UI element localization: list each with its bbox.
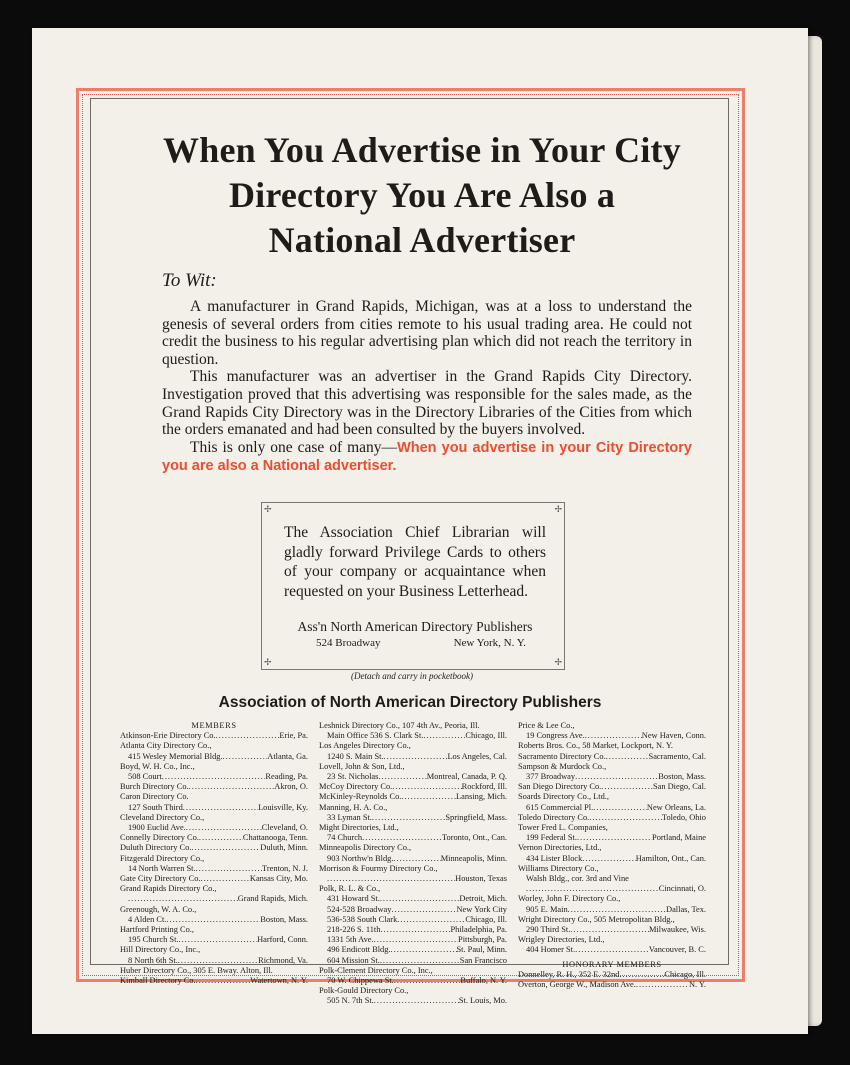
leader-dots <box>391 905 456 915</box>
member-entry: Roberts Bros. Co., 58 Market, Lockport, N. Y. <box>518 741 673 751</box>
member-city: Boston, Mass. <box>260 914 308 924</box>
member-entry <box>120 915 308 925</box>
leader-dots <box>178 956 258 966</box>
member-city: Chicago, Ill. <box>664 969 706 979</box>
member-name: Donnelley, R. H., 352 E. 32nd <box>518 969 620 979</box>
member-entry <box>319 956 507 966</box>
member-entry: Minneapolis Directory Co., <box>319 843 412 853</box>
member-name: 290 Third St. <box>526 925 571 935</box>
member-entry <box>518 970 706 980</box>
member-name: Toledo Directory Co. <box>518 812 590 822</box>
member-city: Milwaukee, Wis. <box>649 925 706 935</box>
member-city: Atlanta, Ga. <box>267 751 308 761</box>
leader-dots <box>380 956 460 966</box>
member-entry <box>120 803 308 813</box>
leader-dots <box>372 813 445 823</box>
leader-dots <box>166 915 260 925</box>
member-entry <box>518 813 706 823</box>
member-entry <box>319 935 507 945</box>
member-city: Vancouver, B. C. <box>648 945 706 955</box>
leader-dots <box>606 752 649 762</box>
leader-dots <box>568 905 666 915</box>
member-city: St. Louis, Mo. <box>458 996 507 1006</box>
member-city: Chattanooga, Tenn. <box>242 833 308 843</box>
member-name: Sacramento Directory Co. <box>518 751 606 761</box>
member-entry <box>319 792 507 802</box>
member-entry <box>120 833 308 843</box>
member-entry <box>120 772 308 782</box>
leader-dots <box>128 894 238 904</box>
member-name: 377 Broadway <box>526 772 576 782</box>
member-entry <box>319 976 507 986</box>
member-entry: Polk, R. L. & Co., <box>319 884 381 894</box>
member-name: 524-528 Broadway <box>327 904 392 914</box>
leader-dots <box>601 782 653 792</box>
leader-dots <box>636 980 689 990</box>
member-name: 604 Mission St. <box>327 955 380 965</box>
member-entry: Manning, H. A. Co., <box>319 802 388 812</box>
member-entry: Morrison & Fourmy Directory Co., <box>319 863 438 873</box>
member-name: 19 Congress Ave. <box>526 731 585 741</box>
member-city: Lansing, Mich. <box>456 792 507 802</box>
detach-note: (Detach and carry in pocketbook) <box>351 671 473 681</box>
leader-dots <box>183 803 258 813</box>
leader-dots <box>178 935 257 945</box>
member-entry <box>319 731 507 741</box>
member-entry <box>319 772 507 782</box>
member-city: Richmond, Va. <box>258 955 308 965</box>
member-name: 74 Church <box>327 833 363 843</box>
member-name: 218-226 S. 11th <box>327 925 381 935</box>
card-address <box>316 637 526 649</box>
leader-dots <box>423 731 465 741</box>
member-name: Overton, George W., Madison Ave. <box>518 980 636 990</box>
corner-ornament-icon: ✢ <box>264 657 272 667</box>
member-name: 8 North 6th St. <box>128 955 178 965</box>
intro-body <box>162 298 692 476</box>
headline <box>92 128 752 263</box>
to-wit-label: To Wit: <box>162 270 217 291</box>
member-name: San Diego Directory Co. <box>518 782 602 792</box>
member-city: Boston, Mass. <box>658 772 706 782</box>
member-name: 127 South Third <box>128 802 183 812</box>
leader-dots <box>380 925 450 935</box>
paragraph-3-lead: This is only one case of many— <box>190 438 398 456</box>
member-entry <box>518 905 706 915</box>
member-city: Minneapolis, Minn. <box>440 853 507 863</box>
member-city: Louisville, Ky. <box>258 802 308 812</box>
leader-dots <box>362 833 442 843</box>
member-city: Trenton, N. J. <box>262 863 308 873</box>
member-entry <box>518 854 706 864</box>
members-column-3 <box>518 721 706 990</box>
member-name: Atkinson-Erie Directory Co. <box>120 731 216 741</box>
member-name: 615 Commercial Pl. <box>526 802 594 812</box>
member-name: Gate City Directory Co. <box>120 874 201 884</box>
member-city: Pittsburgh, Pa. <box>458 935 507 945</box>
member-city: Sacramento, Cal. <box>648 751 706 761</box>
leader-dots <box>526 884 659 894</box>
leader-dots <box>384 752 448 762</box>
member-city: Chicago, Ill. <box>465 914 507 924</box>
member-entry: Soards Directory Co., Ltd., <box>518 792 609 802</box>
member-city: Rockford, Ill. <box>461 782 507 792</box>
corner-ornament-icon: ✢ <box>554 504 562 514</box>
leader-dots <box>191 843 260 853</box>
leader-dots <box>397 915 465 925</box>
member-city: Harford, Conn. <box>257 935 308 945</box>
member-city: Toronto, Ont., Can. <box>441 833 507 843</box>
member-name: 505 N. 7th St. <box>327 996 374 1006</box>
leader-dots <box>196 976 251 986</box>
member-name: 4 Alden Ct. <box>128 914 167 924</box>
member-entry <box>120 864 308 874</box>
leader-dots <box>374 935 458 945</box>
member-entry <box>319 945 507 955</box>
leader-dots <box>200 874 249 884</box>
member-entry: Caron Directory Co. <box>120 792 189 802</box>
paragraph-3 <box>162 439 692 476</box>
member-entry <box>319 996 507 1006</box>
member-entry <box>319 854 507 864</box>
highlighted-slogan: When you advertise in your City Directory you are also a National advertiser. <box>162 439 692 475</box>
member-entry <box>518 772 706 782</box>
leader-dots <box>619 970 664 980</box>
headline-line-2: Directory You Are Also a <box>228 175 616 215</box>
leader-dots <box>392 782 461 792</box>
member-entry <box>319 925 507 935</box>
leader-dots <box>196 864 262 874</box>
member-city: St. Paul, Minn. <box>456 945 507 955</box>
association-title: Association of North American Directory Publishers <box>218 694 602 711</box>
member-entry <box>120 976 308 986</box>
member-name: Burch Directory Co. <box>120 782 189 792</box>
member-entry: Sampson & Murdock Co., <box>518 761 607 771</box>
member-entry <box>120 894 308 904</box>
member-city: New York City <box>456 904 507 914</box>
member-entry <box>518 782 706 792</box>
member-entry: Price & Lee Co., <box>518 721 575 730</box>
member-entry: Huber Directory Co., 305 E. Bway. Alton, Ill. <box>120 965 273 975</box>
members-heading: MEMBERS <box>191 721 237 730</box>
corner-ornament-icon: ✢ <box>554 657 562 667</box>
leader-dots <box>577 833 652 843</box>
member-entry <box>319 752 507 762</box>
leader-dots <box>391 945 457 955</box>
member-city: Cleveland, O. <box>261 823 308 833</box>
member-name: 23 St. Nicholas <box>327 772 379 782</box>
leader-dots <box>401 792 456 802</box>
leader-dots <box>393 854 440 864</box>
member-entry: Hill Directory Co., Inc., <box>120 945 201 955</box>
member-entry: Worley, John F. Directory Co., <box>518 894 621 904</box>
member-name: 70 W. Chippewa St. <box>327 976 394 986</box>
member-city: San Francisco <box>459 955 507 965</box>
member-entry: Boyd, W. H. Co., Inc., <box>120 761 195 771</box>
paragraph-2: This manufacturer was an advertiser in the Grand Rapids City Directory. Investigation proved that this advertising was responsible for the sales made, as the Grand Rapids City Directory was in the Directory Libraries of the Cities from which the orders emanated and had been consulted by the buyers involved. <box>162 368 692 439</box>
member-entry <box>319 813 507 823</box>
member-entry <box>319 915 507 925</box>
members-column-1 <box>120 721 308 986</box>
member-city: Portland, Maine <box>652 833 706 843</box>
member-city: Erie, Pa. <box>279 731 308 741</box>
honorary-members-heading: HONORARY MEMBERS <box>562 959 662 969</box>
member-city: Detroit, Mich. <box>459 894 507 904</box>
member-entry: Cleveland Directory Co., <box>120 812 205 822</box>
member-city: Grand Rapids, Mich. <box>237 894 308 904</box>
member-entry: Might Directories, Ltd., <box>319 823 399 833</box>
privilege-card <box>261 502 565 670</box>
member-entry <box>120 874 308 884</box>
member-entry <box>518 803 706 813</box>
member-entry <box>319 894 507 904</box>
leader-dots <box>570 925 649 935</box>
member-city: Reading, Pa. <box>265 772 308 782</box>
member-entry: Wright Directory Co., 505 Metropolitan Bldg., <box>518 914 675 924</box>
member-city: Chicago, Ill. <box>465 731 507 741</box>
member-city: Los Angeles, Cal. <box>447 751 507 761</box>
member-entry: Lovell, John & Son, Ltd., <box>319 761 405 771</box>
leader-dots <box>380 894 460 904</box>
member-city: Kansas City, Mo. <box>249 874 308 884</box>
member-city: Duluth, Minn. <box>260 843 308 853</box>
member-city: Philadelphia, Pa. <box>450 925 507 935</box>
leader-dots <box>585 731 642 741</box>
member-entry: Polk-Gould Directory Co., <box>319 986 409 996</box>
member-name: McKinley-Reynolds Co. <box>319 792 402 802</box>
member-name: Duluth Directory Co. <box>120 843 192 853</box>
leader-dots <box>162 772 266 782</box>
member-name: 903 Northw'n Bldg. <box>327 853 394 863</box>
member-city: New Haven, Conn. <box>641 731 706 741</box>
member-entry: Walsh Bldg., cor. 3rd and Vine <box>526 874 629 884</box>
member-name: 415 Wesley Memorial Bldg. <box>128 751 223 761</box>
member-name: 536-538 South Clark <box>327 914 398 924</box>
member-city: Springfield, Mass. <box>445 812 507 822</box>
member-entry: Greenough, W. A. Co., <box>120 904 197 914</box>
leader-dots <box>374 996 459 1006</box>
member-entry <box>120 782 308 792</box>
member-name: Kimball Directory Co. <box>120 976 196 986</box>
member-entry: Tower Fred L. Companies, <box>518 823 608 833</box>
member-name: 1331 5th Ave. <box>327 935 374 945</box>
member-name: 14 North Warren St. <box>128 863 196 873</box>
member-city: N. Y. <box>689 980 706 990</box>
member-city: Akron, O. <box>274 782 308 792</box>
leader-dots <box>189 782 275 792</box>
corner-ornament-icon: ✢ <box>264 504 272 514</box>
member-city: Hamilton, Ont., Can. <box>635 853 706 863</box>
leader-dots <box>327 874 455 884</box>
leader-dots <box>575 772 658 782</box>
member-name: 434 Lister Block <box>526 853 583 863</box>
member-city: Buffalo, N. Y. <box>460 976 507 986</box>
member-city: Houston, Texas <box>455 874 507 884</box>
card-city: New York, N. Y. <box>453 637 526 649</box>
member-entry: Los Angeles Directory Co., <box>319 741 411 751</box>
member-entry: Polk-Clement Directory Co., Inc., <box>319 965 433 975</box>
headline-line-1: When You Advertise in Your City <box>163 130 681 170</box>
member-name: 195 Church St. <box>128 935 179 945</box>
members-column-2 <box>319 721 507 1007</box>
member-name: 905 E. Main <box>526 904 568 914</box>
member-name: 199 Federal St. <box>526 833 577 843</box>
page <box>32 28 808 1034</box>
member-entry: Leshnick Directory Co., 107 4th Av., Peoria, Ill. <box>319 721 480 730</box>
leader-dots <box>589 813 662 823</box>
card-street: 524 Broadway <box>316 637 381 649</box>
member-entry <box>518 731 706 741</box>
leader-dots <box>199 833 243 843</box>
leader-dots <box>378 772 426 782</box>
headline-line-3: National Advertiser <box>268 220 576 260</box>
member-name: 33 Lyman St. <box>327 812 372 822</box>
member-name: 1900 Euclid Ave. <box>128 823 186 833</box>
member-entry: Fitzgerald Directory Co., <box>120 853 205 863</box>
leader-dots <box>593 803 647 813</box>
member-city: Toledo, Ohio <box>661 812 706 822</box>
leader-dots <box>216 731 280 741</box>
member-entry <box>518 833 706 843</box>
card-text: The Association Chief Librarian will gladly forward Privilege Cards to others of your company or acquaintance when requested on your Business Letterhead. <box>284 524 546 600</box>
member-entry <box>319 782 507 792</box>
member-name: 1240 S. Main St. <box>327 751 384 761</box>
member-name: Connelly Directory Co. <box>120 833 199 843</box>
member-entry <box>120 843 308 853</box>
member-city: Cincinnati, O. <box>658 884 706 894</box>
member-entry <box>518 945 706 955</box>
member-entry <box>319 905 507 915</box>
member-entry <box>518 884 706 894</box>
leader-dots <box>394 976 461 986</box>
member-city: Dallas, Tex. <box>666 904 706 914</box>
member-entry <box>518 925 706 935</box>
member-entry <box>319 833 507 843</box>
member-city: San Diego, Cal. <box>652 782 706 792</box>
member-city: Watertown, N. Y. <box>250 976 308 986</box>
member-entry <box>120 956 308 966</box>
member-city: New Orleans, La. <box>646 802 706 812</box>
leader-dots <box>223 752 268 762</box>
member-name: 508 Court <box>128 772 162 782</box>
member-name: Main Office 536 S. Clark St. <box>327 731 424 741</box>
member-entry <box>120 823 308 833</box>
member-name: 431 Howard St. <box>327 894 380 904</box>
leader-dots <box>575 945 649 955</box>
member-city: Montreal, Canada, P. Q. <box>426 772 507 782</box>
member-entry <box>120 935 308 945</box>
leader-dots <box>582 854 635 864</box>
member-name: 404 Homer St. <box>526 945 576 955</box>
member-name: McCoy Directory Co. <box>319 782 393 792</box>
member-entry: Atlanta City Directory Co., <box>120 741 212 751</box>
leader-dots <box>186 823 262 833</box>
member-entry <box>319 874 507 884</box>
member-entry: Wrigley Directories, Ltd., <box>518 935 605 945</box>
member-entry <box>518 752 706 762</box>
member-entry: Grand Rapids Directory Co., <box>120 884 217 894</box>
member-entry <box>518 980 706 990</box>
paragraph-1: A manufacturer in Grand Rapids, Michigan, was at a loss to understand the genesis of several orders from cities remote to his usual trading area. He could not credit the business to his regular advertising plan which did not reach the territory in question. <box>162 298 692 368</box>
member-entry: Vernon Directories, Ltd., <box>518 843 602 853</box>
member-entry <box>120 752 308 762</box>
member-entry <box>120 731 308 741</box>
member-entry: Williams Directory Co., <box>518 863 599 873</box>
member-entry: Hartford Printing Co., <box>120 925 194 935</box>
member-name: 496 Endicott Bldg. <box>327 945 391 955</box>
card-signature: Ass'n North American Directory Publishers <box>297 619 533 634</box>
